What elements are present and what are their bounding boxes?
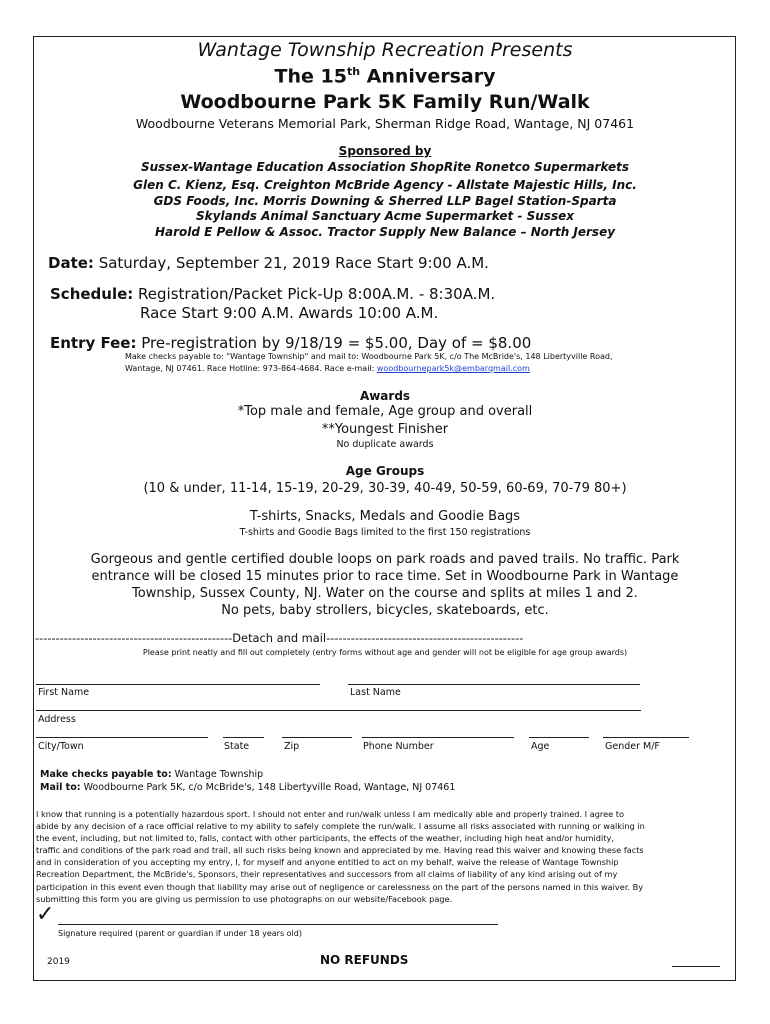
sponsor-line: Glen C. Kienz, Esq. Creighton McBride Agency - Allstate Majestic Hills, Inc. <box>133 178 637 192</box>
state-field[interactable] <box>223 737 264 738</box>
form-instructions: Please print neatly and fill out completely (entry forms without age and gender will not be eligible for age group awards) <box>142 648 628 657</box>
sponsor-line: Skylands Animal Sanctuary Acme Supermarket - Sussex <box>196 209 574 223</box>
age-groups-heading: Age Groups <box>345 464 425 478</box>
course-line: No pets, baby strollers, bicycles, skateboards, etc. <box>221 603 549 618</box>
signature-label: Signature required (parent or guardian if under 18 years old) <box>58 929 302 938</box>
payable-to: Make checks payable to: Wantage Township <box>40 769 264 780</box>
mail-to: Mail to: Woodbourne Park 5K, c/o McBride's, 148 Libertyville Road, Wantage, NJ 07461 <box>40 782 456 793</box>
race-email-link[interactable]: woodbournepark5k@embarqmail.com <box>376 364 530 373</box>
last-name-label: Last Name <box>350 687 401 698</box>
awards-line: **Youngest Finisher <box>321 422 449 437</box>
event-location: Woodbourne Veterans Memorial Park, Sherman Ridge Road, Wantage, NJ 07461 <box>135 116 635 131</box>
age-groups-list: (10 & under, 11-14, 15-19, 20-29, 30-39, 40-49, 50-59, 60-69, 70-79 80+) <box>143 481 627 496</box>
awards-heading: Awards <box>359 389 411 403</box>
no-refunds: NO REFUNDS <box>320 953 409 967</box>
sponsors-heading: Sponsored by <box>338 144 432 158</box>
awards-note: No duplicate awards <box>336 439 434 450</box>
awards-line: *Top male and female, Age group and overall <box>237 404 533 419</box>
course-line: Township, Sussex County, NJ. Water on the course and splits at miles 1 and 2. <box>132 586 638 601</box>
sponsor-line: Harold E Pellow & Assoc. Tractor Supply New Balance – North Jersey <box>154 225 616 239</box>
checks-info-2: Wantage, NJ 07461. Race Hotline: 973-864-4684. Race e-mail: woodbournepark5k@embarqmail.com <box>125 364 530 373</box>
checks-info: Make checks payable to: "Wantage Township" and mail to: Woodbourne Park 5K, c/o The McBride's, 148 Libertyville Road, <box>125 352 613 361</box>
course-line: entrance will be closed 15 minutes prior to race time. Set in Woodbourne Park in Wantage <box>91 569 679 584</box>
city-field[interactable] <box>36 737 208 738</box>
phone-field[interactable] <box>362 737 514 738</box>
checkmark-icon: ✓ <box>36 902 55 927</box>
address-field[interactable] <box>36 710 641 711</box>
extras-line: T-shirts, Snacks, Medals and Goodie Bags <box>249 509 521 524</box>
detach-line: ------------------------------------------------Detach and mail------------------------------------------------ <box>35 631 524 645</box>
course-line: Gorgeous and gentle certified double loops on park roads and paved trails. No traffic. Park <box>90 552 680 567</box>
schedule-line: Schedule: Registration/Packet Pick-Up 8:00A.M. - 8:30A.M. <box>50 285 496 303</box>
footer-year: 2019 <box>47 957 70 967</box>
age-label: Age <box>531 741 550 752</box>
state-label: State <box>224 741 250 752</box>
first-name-field[interactable] <box>36 684 320 685</box>
gender-field[interactable] <box>603 737 689 738</box>
extras-note: T-shirts and Goodie Bags limited to the first 150 registrations <box>239 527 531 538</box>
age-field[interactable] <box>529 737 589 738</box>
entry-fee: Entry Fee: Pre-registration by 9/18/19 = $5.00, Day of = $8.00 <box>50 334 532 352</box>
schedule-line-2: Race Start 9:00 A.M. Awards 10:00 A.M. <box>140 304 439 322</box>
city-label: City/Town <box>38 741 84 752</box>
phone-label: Phone Number <box>363 741 434 752</box>
event-date: Date: Saturday, September 21, 2019 Race Start 9:00 A.M. <box>48 254 489 272</box>
zip-field[interactable] <box>282 737 352 738</box>
sponsor-line: GDS Foods, Inc. Morris Downing & Sherred LLP Bagel Station-Sparta <box>153 194 617 208</box>
event-title: Woodbourne Park 5K Family Run/Walk <box>180 91 590 113</box>
office-use-line <box>672 966 720 967</box>
anniversary-title: The 15th Anniversary <box>274 65 496 88</box>
sponsor-line: Sussex-Wantage Education Association ShopRite Ronetco Supermarkets <box>140 160 630 174</box>
waiver-text: I know that running is a potentially hazardous sport. I should not enter and run/walk unless I am medically able and properly trained. I agree to abide by any decision of a race official relative to my ability to safely complete the run/walk. I assume all risks associated with running or walking in the event, including, but not limited to, falls, contact with other participants, the effects of the weather, including high heat and/or humidity, traffic and conditions of the park road and trail, all such risks being known and appreciated by me. Having read this waiver and knowing these facts and in consideration of you accepting my entry, I, for myself and anyone entitled to act on my behalf, waive the release of Wantage Township Recreation Department, the McBride's, Sponsors, their representatives and successors from all claims of liability of any kind arising out of my participation in this event even though that liability may arise out of negligence or carelessness on the part of the persons named in this waiver. By submitting this form you are giving us permission to use photographs on our website/Facebook page. <box>36 809 645 904</box>
address-label: Address <box>38 714 76 725</box>
presents-line: Wantage Township Recreation Presents <box>197 39 573 61</box>
zip-label: Zip <box>284 741 300 752</box>
last-name-field[interactable] <box>348 684 640 685</box>
signature-field[interactable] <box>58 924 498 925</box>
gender-label: Gender M/F <box>605 741 660 752</box>
first-name-label: First Name <box>38 687 90 698</box>
